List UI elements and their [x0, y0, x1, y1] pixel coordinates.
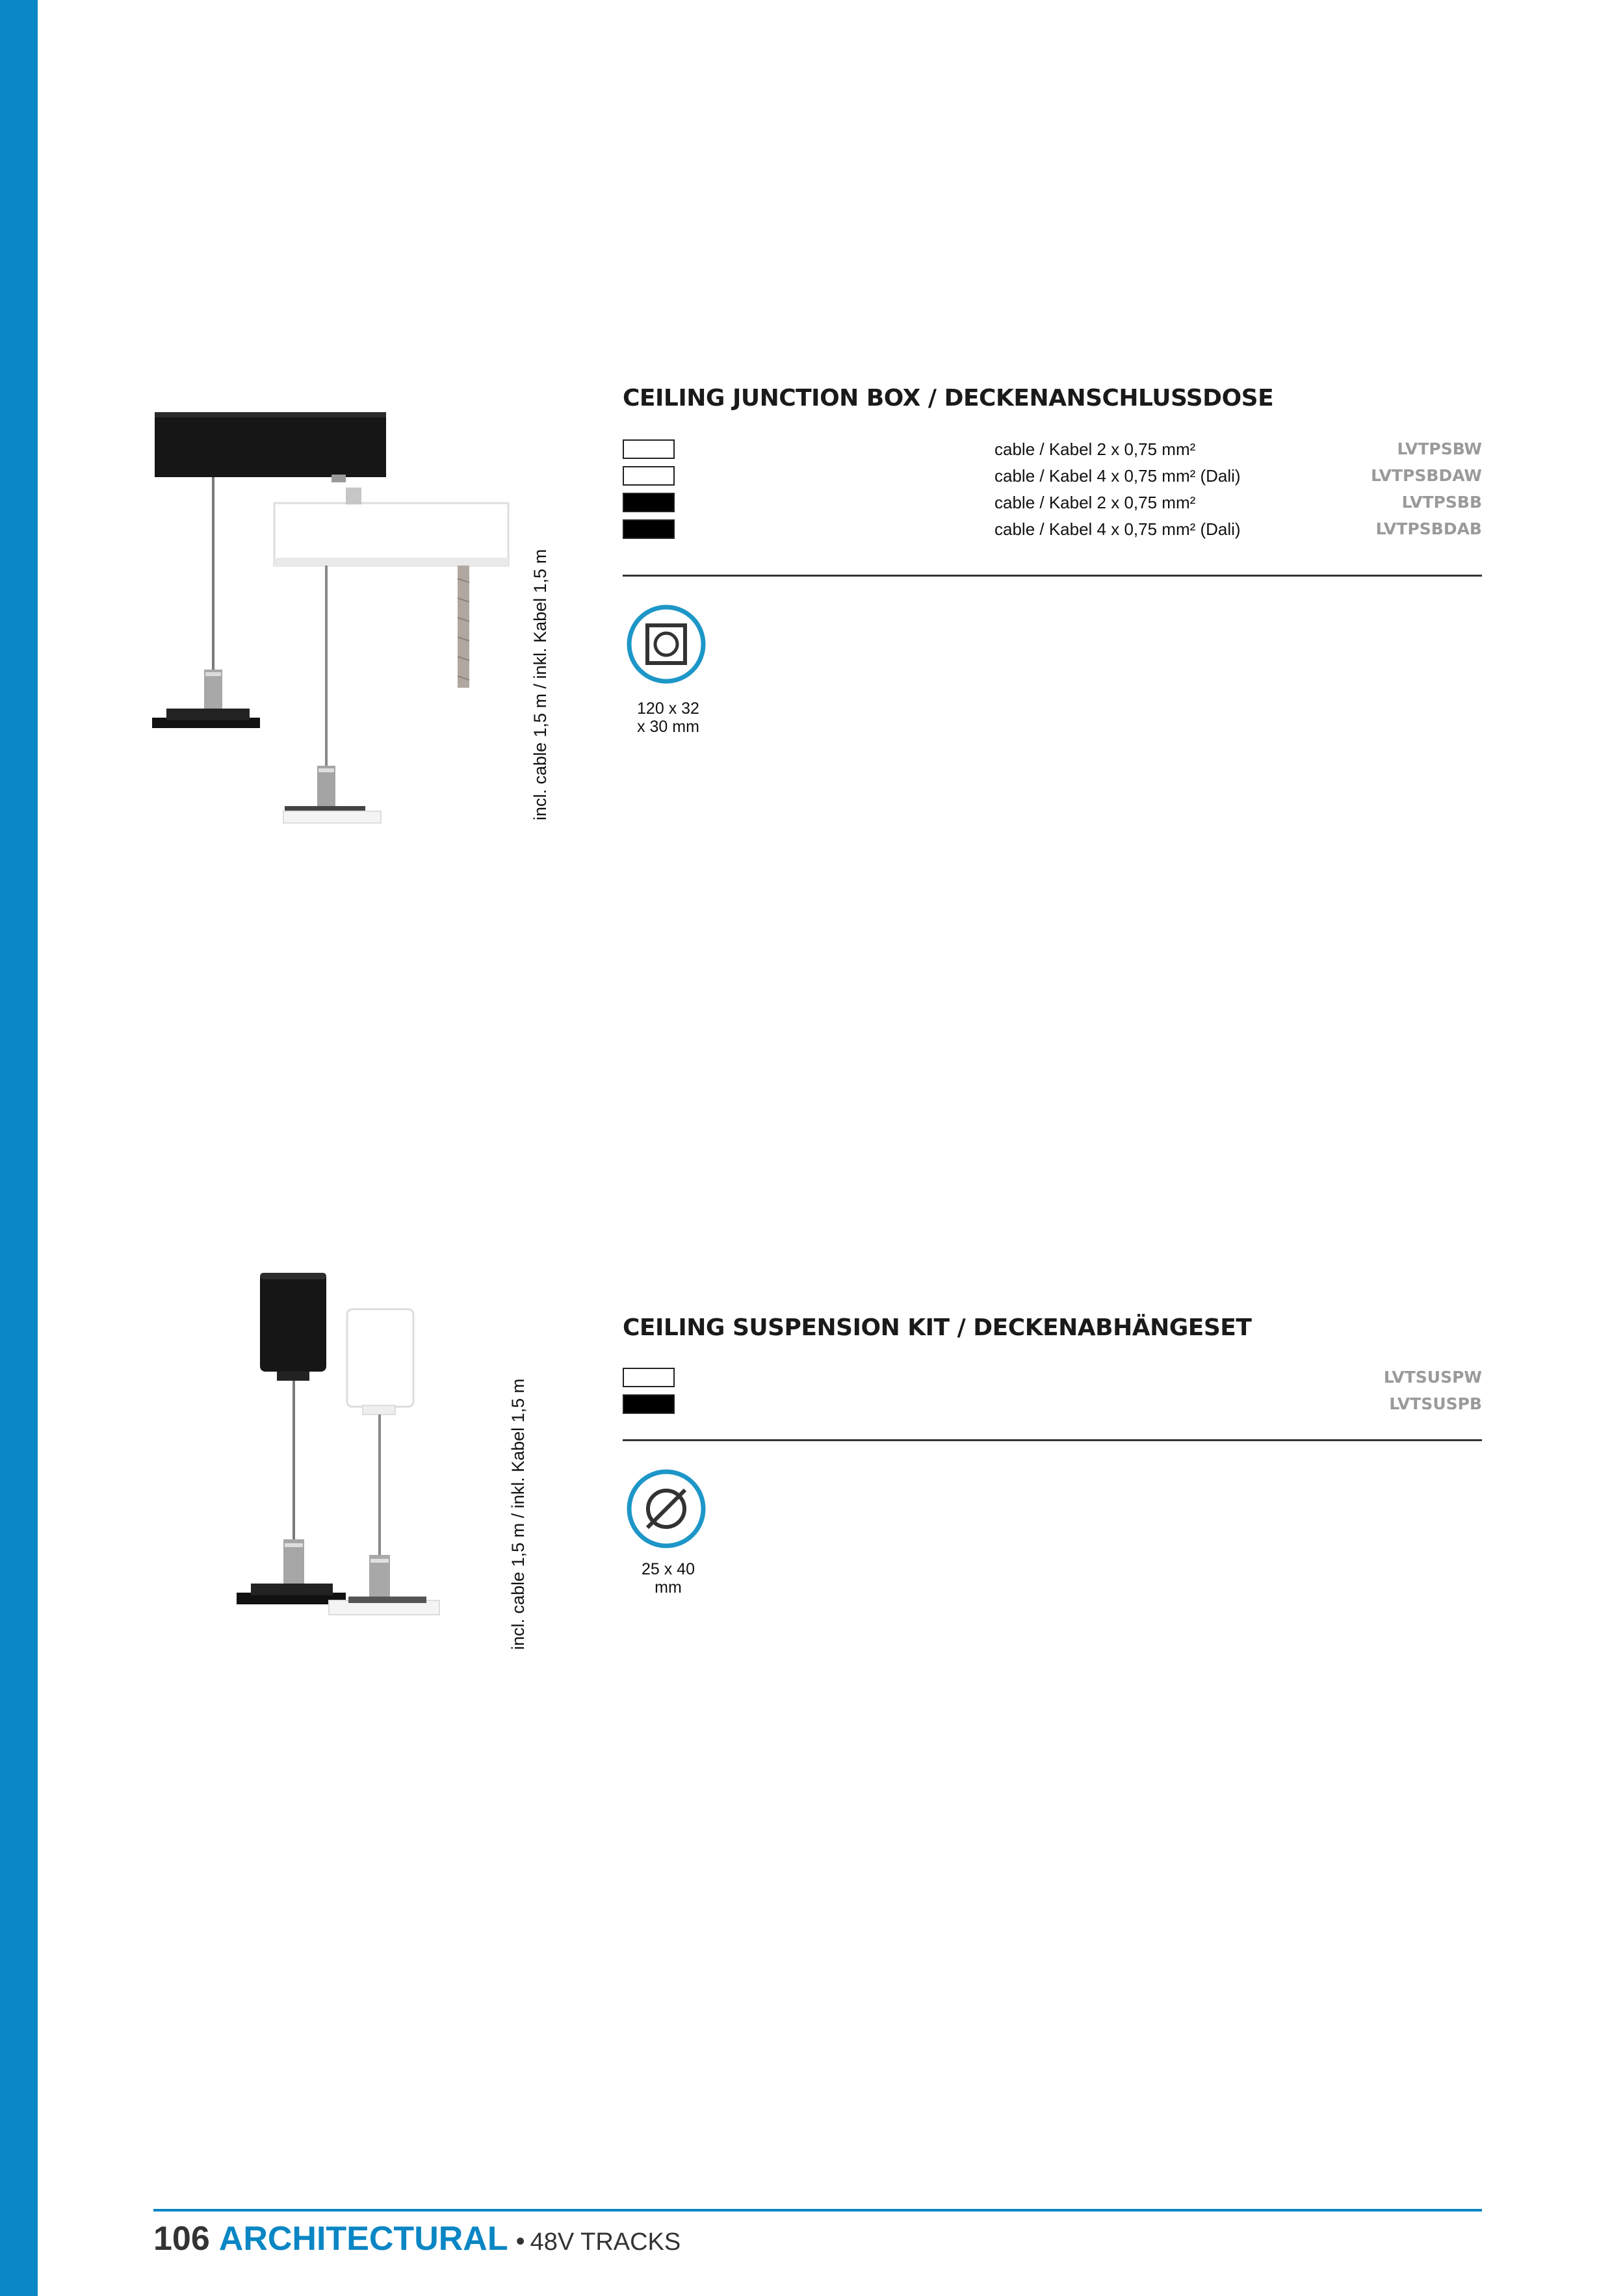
article-code: LVTPSBDAB [1375, 519, 1482, 538]
suspension-kit-photo [231, 1268, 452, 1645]
dimension-text [623, 699, 714, 736]
diameter-icon [625, 1468, 707, 1550]
color-swatch-white [623, 439, 675, 459]
article-code: LVTPSBDAW [1371, 466, 1482, 485]
variant-description: cable / Kabel 4 x 0,75 mm² (Dali) [994, 466, 1241, 486]
variant-row [623, 1365, 1482, 1391]
color-swatch-black [623, 1394, 675, 1414]
color-swatch-black [623, 493, 675, 512]
dimension-line-2: x 30 mm [637, 718, 699, 736]
variant-description: cable / Kabel 2 x 0,75 mm² [994, 493, 1196, 512]
footer-separator: • [515, 2227, 525, 2256]
section-title: CEILING JUNCTION BOX / DECKENANSCHLUSSDOSE [623, 385, 1274, 411]
dimension-line-2: mm [655, 1578, 682, 1597]
footer-rule [153, 2209, 1482, 2211]
color-swatch-white [623, 466, 675, 486]
variant-row [623, 490, 1482, 516]
variant-row [623, 517, 1482, 543]
dimension-text [623, 1560, 714, 1597]
dimension-line-1: 120 x 32 [637, 699, 699, 718]
page-number: 106 [153, 2220, 210, 2258]
side-color-bar [0, 0, 38, 2296]
square-dimension-icon [625, 603, 707, 685]
article-code: LVTPSBW [1397, 439, 1482, 458]
cable-note: incl. cable 1,5 m / inkl. Kabel 1,5 m [530, 549, 550, 820]
dimension-line-1: 25 x 40 [641, 1560, 695, 1578]
variant-description: cable / Kabel 4 x 0,75 mm² (Dali) [994, 519, 1241, 539]
section-divider [623, 1439, 1482, 1441]
variant-row [623, 463, 1482, 489]
article-code: LVTSUSPB [1389, 1394, 1482, 1413]
variant-description: cable / Kabel 2 x 0,75 mm² [994, 439, 1196, 459]
footer-subcategory: 48V TRACKS [530, 2228, 681, 2256]
variant-row [623, 437, 1482, 463]
color-swatch-white [623, 1368, 675, 1387]
cable-note: incl. cable 1,5 m / inkl. Kabel 1,5 m [508, 1378, 528, 1650]
color-swatch-black [623, 519, 675, 539]
footer-category: ARCHITECTURAL [218, 2220, 508, 2258]
page-footer [153, 2219, 681, 2258]
section-title: CEILING SUSPENSION KIT / DECKENABHÄNGESET [623, 1314, 1252, 1341]
article-code: LVTPSBB [1401, 493, 1482, 512]
variant-row [623, 1392, 1482, 1418]
section-divider [623, 575, 1482, 577]
article-code: LVTSUSPW [1383, 1368, 1482, 1387]
junction-box-photo [147, 403, 524, 832]
